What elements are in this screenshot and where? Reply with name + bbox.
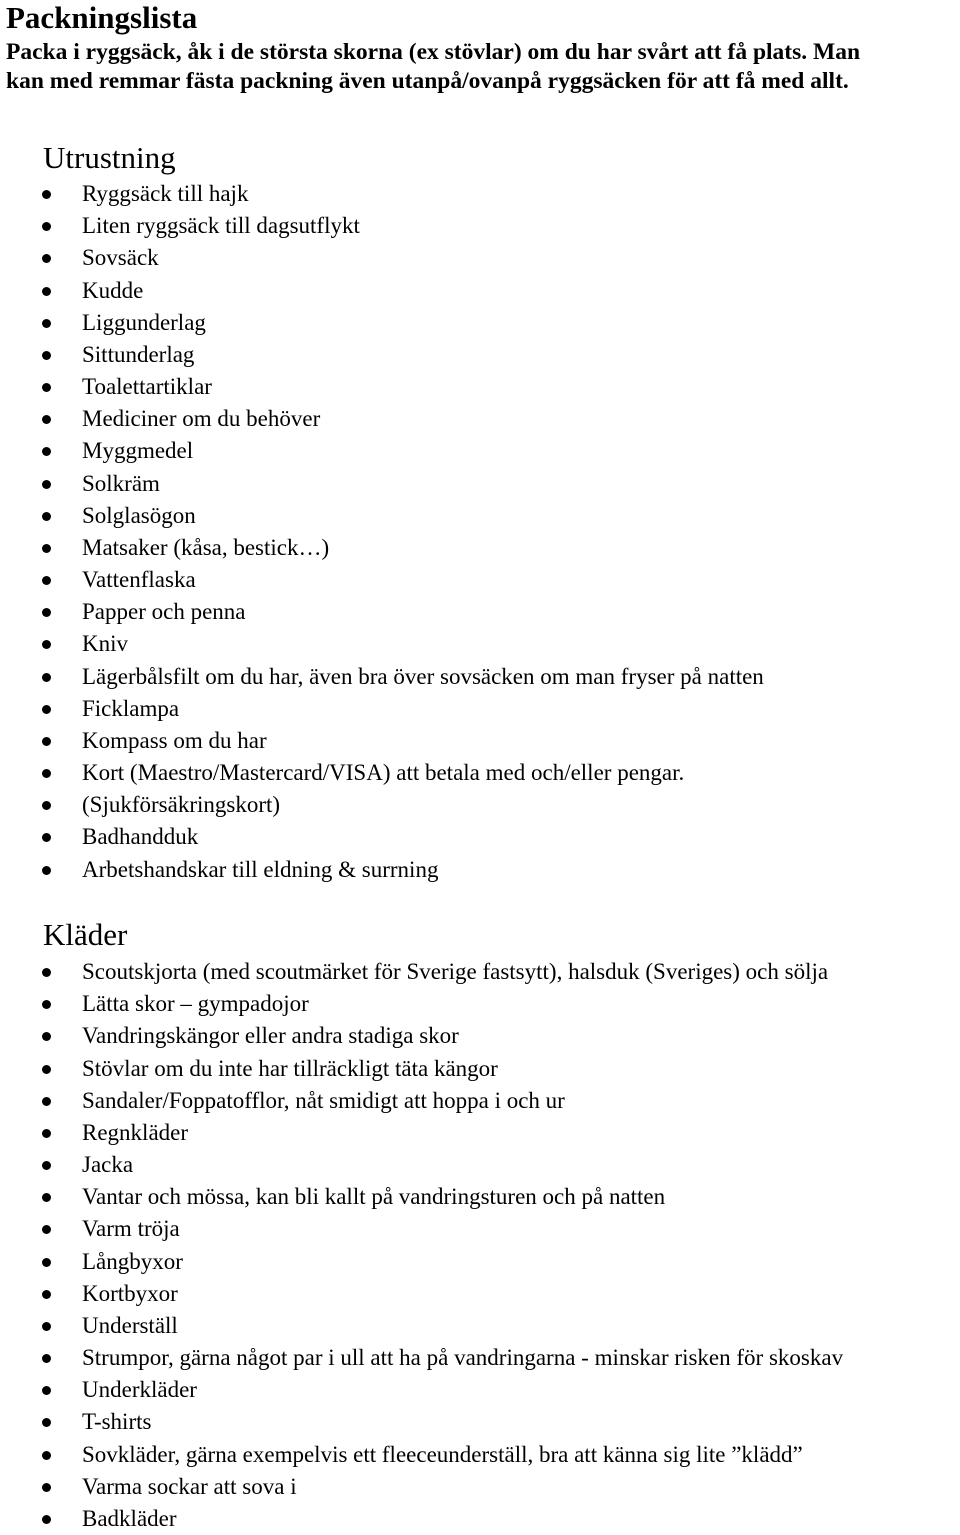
list-item-label: Jacka: [82, 1152, 134, 1178]
clothes-heading: Kläder: [43, 917, 128, 952]
bullet-icon: [42, 737, 51, 746]
list-item-label: Mediciner om du behöver: [82, 406, 321, 432]
list-item: [0, 242, 960, 274]
bullet-icon: [42, 673, 51, 682]
list-item-label: Sittunderlag: [82, 341, 195, 367]
bullet-icon: [42, 190, 51, 199]
bullet-icon: [42, 640, 51, 649]
list-item: [0, 1085, 960, 1117]
list-item: [0, 1278, 960, 1310]
bullet-icon: [42, 1129, 51, 1138]
bullet-icon: [42, 1322, 51, 1331]
bullet-icon: [42, 576, 51, 585]
list-item: [0, 757, 960, 789]
bullet-icon: [42, 1161, 51, 1170]
list-item: [0, 435, 960, 467]
list-item-label: Sovsäck: [82, 245, 159, 271]
intro-line-2: kan med remmar fästa packning även utanpå/ovanpå ryggsäcken för att få med allt.: [6, 68, 849, 94]
bullet-icon: [42, 1418, 51, 1427]
list-item-label: (Sjukförsäkringskort): [82, 792, 281, 818]
list-item: [0, 307, 960, 339]
intro-paragraph: [6, 38, 958, 96]
bullet-icon: [42, 480, 51, 489]
list-item: [0, 1503, 960, 1535]
list-item-label: Solglasögon: [82, 502, 196, 528]
list-item-label: Stövlar om du inte har tillräckligt täta kängor: [82, 1055, 498, 1081]
list-item: [0, 500, 960, 532]
list-item-label: Varm tröja: [82, 1216, 180, 1242]
list-item-label: Arbetshandskar till eldning & surrning: [82, 856, 439, 882]
list-item-label: Ficklampa: [82, 695, 180, 721]
bullet-icon: [42, 287, 51, 296]
list-item-label: T-shirts: [82, 1409, 152, 1435]
bullet-icon: [42, 1451, 51, 1460]
bullet-icon: [42, 351, 51, 360]
list-item: [0, 854, 960, 886]
list-item: [0, 596, 960, 628]
list-item-label: Regnkläder: [82, 1119, 189, 1145]
list-item-label: Solkräm: [82, 470, 160, 496]
list-item-label: Liggunderlag: [82, 309, 206, 335]
bullet-icon: [42, 1032, 51, 1041]
list-item: [0, 789, 960, 821]
list-item-label: Badhandduk: [82, 824, 199, 850]
list-item-label: Sandaler/Foppatofflor, nåt smidigt att hoppa i och ur: [82, 1087, 565, 1113]
bullet-icon: [42, 1515, 51, 1524]
list-item: [0, 339, 960, 371]
list-item: [0, 564, 960, 596]
bullet-icon: [42, 705, 51, 714]
list-item: [0, 1213, 960, 1245]
list-item: [0, 1149, 960, 1181]
list-item-label: Vandringskängor eller andra stadiga skor: [82, 1023, 459, 1049]
list-item: [0, 371, 960, 403]
list-item-label: Kudde: [82, 277, 144, 303]
list-item-label: Underställ: [82, 1312, 178, 1338]
bullet-icon: [42, 1000, 51, 1009]
list-item: [0, 956, 960, 988]
list-item: [0, 1310, 960, 1342]
list-item-label: Liten ryggsäck till dagsutflykt: [82, 213, 360, 239]
bullet-icon: [42, 968, 51, 977]
bullet-icon: [42, 1386, 51, 1395]
bullet-icon: [42, 222, 51, 231]
bullet-icon: [42, 512, 51, 521]
list-item: [0, 1374, 960, 1406]
bullet-icon: [42, 801, 51, 810]
list-item: [0, 1246, 960, 1278]
list-item-label: Kompass om du har: [82, 727, 267, 753]
bullet-icon: [42, 833, 51, 842]
list-item-label: Scoutskjorta (med scoutmärket för Sverige fastsytt), halsduk (Sveriges) och sölja: [82, 959, 829, 984]
bullet-icon: [42, 1193, 51, 1202]
list-item-label: Kort (Maestro/Mastercard/VISA) att betala med och/eller pengar.: [82, 760, 685, 786]
list-item: [0, 275, 960, 307]
list-item: [0, 1471, 960, 1503]
list-item-label: Badkläder: [82, 1505, 177, 1531]
bullet-icon: [42, 769, 51, 778]
list-item-label: Underkläder: [82, 1377, 197, 1403]
bullet-icon: [42, 1483, 51, 1492]
list-item-label: Matsaker (kåsa, bestick…): [82, 534, 330, 560]
bullet-icon: [42, 608, 51, 617]
list-item: [0, 403, 960, 435]
bullet-icon: [42, 447, 51, 456]
list-item-label: Kortbyxor: [82, 1280, 178, 1306]
list-item: [0, 210, 960, 242]
list-item-label: Kniv: [82, 631, 128, 657]
list-item-label: Ryggsäck till hajk: [82, 181, 249, 206]
list-item: [0, 532, 960, 564]
list-item: [0, 178, 960, 210]
bullet-icon: [42, 319, 51, 328]
list-item-label: Lätta skor – gympadojor: [82, 991, 309, 1017]
clothes-list: [0, 956, 960, 1535]
bullet-icon: [42, 254, 51, 263]
intro-line-1: Packa i ryggsäck, åk i de största skorna (ex stövlar) om du har svårt att få plats. Man: [6, 39, 861, 65]
bullet-icon: [42, 866, 51, 875]
page-title: Packningslista: [6, 0, 198, 35]
list-item-label: Myggmedel: [82, 438, 194, 464]
list-item-label: Papper och penna: [82, 599, 246, 625]
list-item: [0, 693, 960, 725]
bullet-icon: [42, 1065, 51, 1074]
equipment-list: [0, 178, 960, 886]
bullet-icon: [42, 544, 51, 553]
list-item: [0, 1342, 960, 1374]
list-item: [0, 821, 960, 853]
list-item: [0, 661, 960, 693]
list-item-label: Sovkläder, gärna exempelvis ett fleeceunderställ, bra att känna sig lite ”klädd”: [82, 1441, 803, 1467]
list-item: [0, 725, 960, 757]
bullet-icon: [42, 1097, 51, 1106]
list-item-label: Lägerbålsfilt om du har, även bra över sovsäcken om man fryser på natten: [82, 663, 764, 689]
bullet-icon: [42, 1225, 51, 1234]
list-item-label: Strumpor, gärna något par i ull att ha på vandringarna - minskar risken för skoskav: [82, 1345, 844, 1371]
bullet-icon: [42, 383, 51, 392]
list-item: [0, 468, 960, 500]
list-item: [0, 1020, 960, 1052]
list-item: [0, 628, 960, 660]
list-item-label: Långbyxor: [82, 1248, 183, 1274]
list-item-label: Toalettartiklar: [82, 374, 212, 400]
list-item: [0, 1406, 960, 1438]
bullet-icon: [42, 415, 51, 424]
list-item-label: Vattenflaska: [82, 567, 196, 593]
bullet-icon: [42, 1258, 51, 1267]
equipment-heading: Utrustning: [43, 140, 176, 175]
list-item-label: Varma sockar att sova i: [82, 1473, 297, 1499]
list-item: [0, 988, 960, 1020]
bullet-icon: [42, 1290, 51, 1299]
bullet-icon: [42, 1354, 51, 1363]
list-item: [0, 1117, 960, 1149]
list-item: [0, 1053, 960, 1085]
list-item: [0, 1439, 960, 1471]
list-item-label: Vantar och mössa, kan bli kallt på vandringsturen och på natten: [82, 1184, 666, 1210]
list-item: [0, 1181, 960, 1213]
